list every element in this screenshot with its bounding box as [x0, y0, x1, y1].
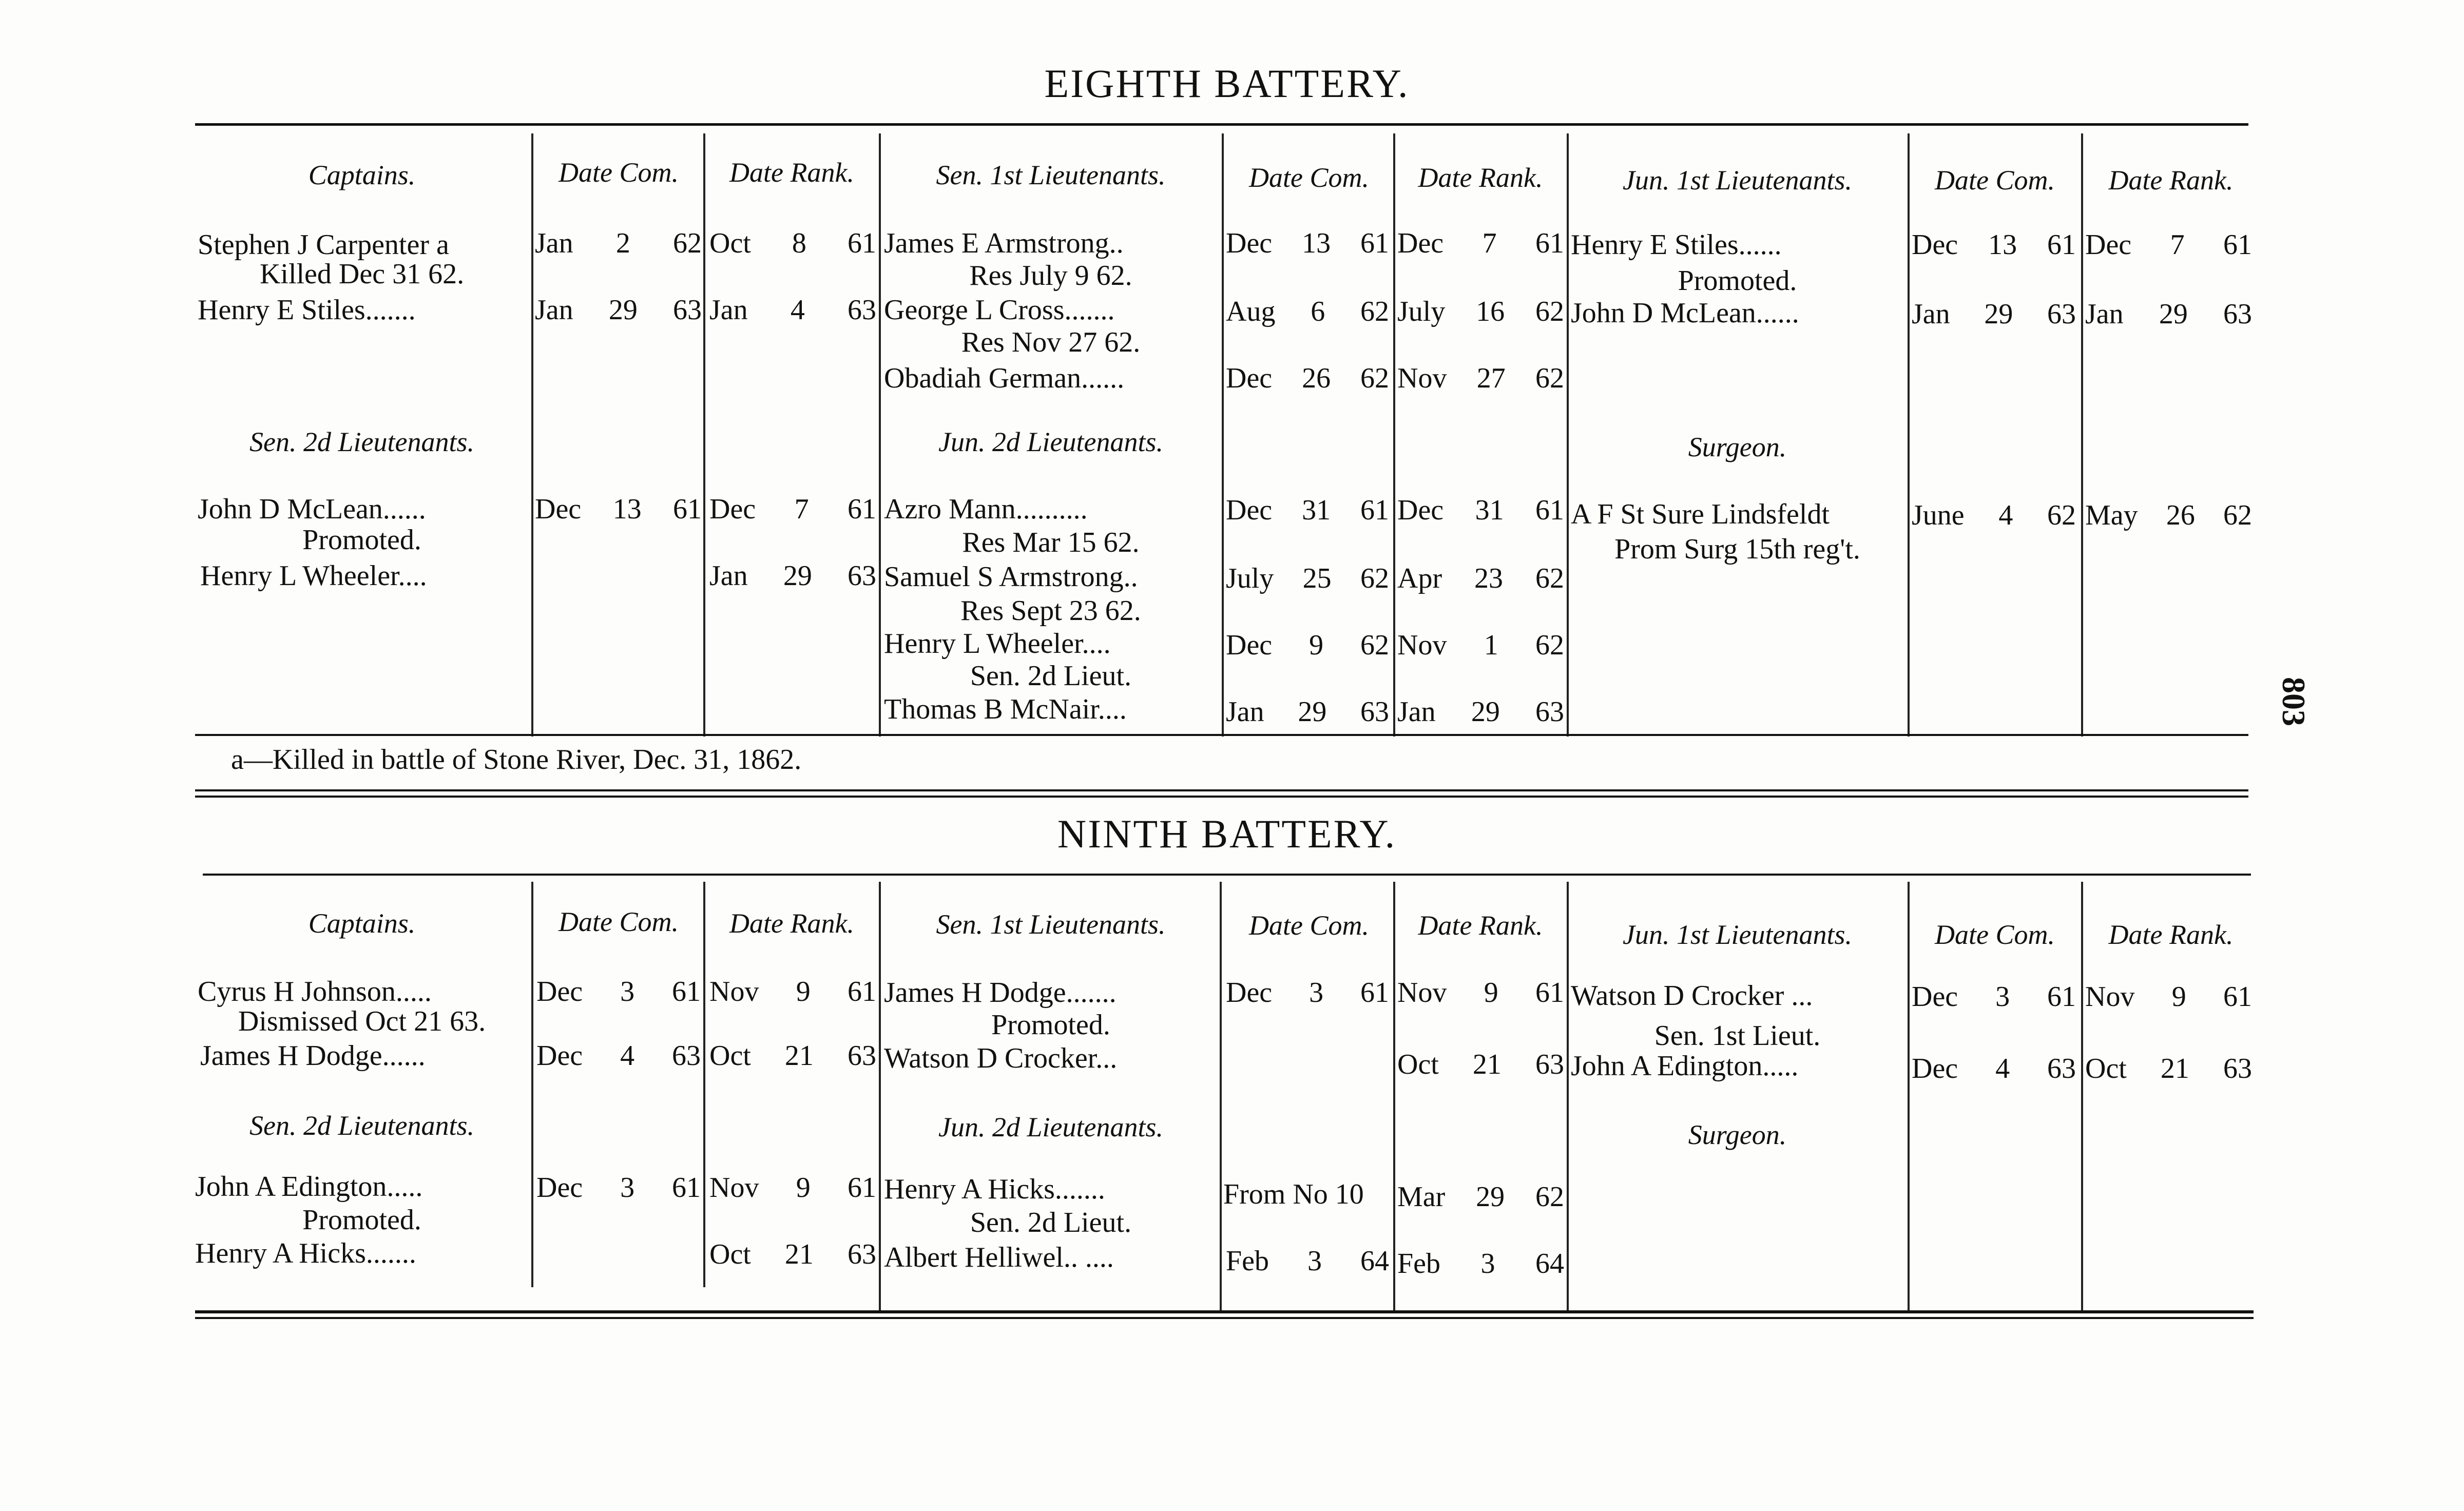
- sen-1st-lieutenant-note: Res July 9 62.: [969, 260, 1132, 292]
- header-surgeon: Surgeon.: [1688, 432, 1787, 462]
- jun-1st-date-com: Dec 4 63: [1912, 1053, 2076, 1084]
- sen-2d-date-rank: Oct 21 63: [709, 1238, 876, 1270]
- sen-1st-lieutenant-name: James H Dodge.......: [884, 977, 1116, 1009]
- jun-2d-lieutenant-note: Sen. 2d Lieut.: [970, 660, 1132, 692]
- header-date-com: Date Com.: [1249, 910, 1369, 941]
- header-date-rank: Date Rank.: [729, 157, 854, 188]
- sen-1st-date-rank: Nov 9 61: [1397, 977, 1564, 1009]
- header-date-com: Date Com.: [559, 157, 679, 188]
- sen-2d-lieutenant-name: Henry A Hicks.......: [195, 1237, 416, 1269]
- jun-1st-date-com: Dec 13 61: [1912, 229, 2076, 261]
- jun-2d-date-com: From No 10: [1223, 1178, 1364, 1210]
- jun-1st-date-rank: Dec 7 61: [2085, 229, 2252, 261]
- jun-1st-date-rank: Oct 21 63: [2085, 1053, 2252, 1084]
- captain-date-com: Jan 29 63: [535, 294, 702, 326]
- captain-date-com: Jan 2 62: [535, 227, 702, 259]
- jun-2d-lieutenant-name: Albert Helliwel.. ....: [884, 1242, 1114, 1273]
- header-sen-2d-lieutenants: Sen. 2d Lieutenants.: [249, 427, 474, 457]
- ninth-col-rule: [531, 882, 533, 1287]
- jun-2d-date-rank: Feb 3 64: [1397, 1248, 1564, 1280]
- captain-note: Dismissed Oct 21 63.: [238, 1005, 486, 1037]
- header-jun-1st-lieutenants: Jun. 1st Lieutenants.: [1623, 165, 1852, 196]
- jun-2d-date-rank: Mar 29 62: [1397, 1181, 1564, 1213]
- eighth-col-rule: [1222, 133, 1224, 737]
- ninth-bottom-rule: [195, 1317, 2254, 1319]
- sen-1st-date-com: Dec 26 62: [1226, 362, 1389, 394]
- header-jun-2d-lieutenants: Jun. 2d Lieutenants.: [938, 427, 1163, 457]
- header-date-com: Date Com.: [559, 906, 679, 937]
- sen-1st-date-com: Dec 3 61: [1226, 977, 1389, 1009]
- sen-2d-lieutenant-name: John D McLean......: [198, 493, 426, 525]
- jun-2d-lieutenant-name: Samuel S Armstrong..: [884, 561, 1138, 593]
- jun-2d-date-rank: Nov 1 62: [1397, 629, 1564, 661]
- header-sen-1st-lieutenants: Sen. 1st Lieutenants.: [936, 909, 1166, 940]
- jun-2d-date-com: Feb 3 64: [1226, 1245, 1389, 1277]
- header-surgeon: Surgeon.: [1688, 1119, 1787, 1150]
- sen-1st-date-rank: Oct 21 63: [1397, 1049, 1564, 1080]
- captain-date-com: Dec 3 61: [536, 976, 701, 1008]
- sen-1st-lieutenant-name: Obadiah German......: [884, 362, 1125, 394]
- jun-1st-lieutenant-name: Henry E Stiles......: [1571, 229, 1782, 261]
- jun-2d-date-com: Jan 29 63: [1226, 696, 1389, 728]
- ninth-top-rule: [203, 874, 2251, 876]
- sen-2d-date-rank: Dec 7 61: [709, 493, 876, 525]
- sen-1st-lieutenant-note: Res Nov 27 62.: [961, 326, 1141, 358]
- jun-2d-date-com: Dec 31 61: [1226, 494, 1389, 526]
- eighth-bottom-rule: [195, 734, 2248, 736]
- header-captains: Captains.: [308, 160, 416, 190]
- header-date-rank: Date Rank.: [729, 908, 854, 939]
- header-jun-1st-lieutenants: Jun. 1st Lieutenants.: [1623, 919, 1852, 950]
- header-sen-2d-lieutenants: Sen. 2d Lieutenants.: [249, 1110, 474, 1141]
- ninth-col-rule: [2081, 882, 2083, 1313]
- jun-1st-date-com: Dec 3 61: [1912, 981, 2076, 1013]
- eighth-end-rule: [195, 789, 2248, 791]
- surgeon-date-com: June 4 62: [1912, 499, 2076, 531]
- eighth-col-rule: [2081, 133, 2083, 737]
- sen-2d-lieutenant-note: Promoted.: [302, 1204, 421, 1236]
- captain-date-rank: Oct 21 63: [709, 1040, 876, 1072]
- jun-1st-date-rank: Nov 9 61: [2085, 981, 2252, 1013]
- sen-1st-date-com: Dec 13 61: [1226, 227, 1389, 259]
- header-sen-1st-lieutenants: Sen. 1st Lieutenants.: [936, 160, 1166, 190]
- eighth-col-rule: [1567, 133, 1569, 737]
- jun-1st-date-com: Jan 29 63: [1912, 298, 2076, 330]
- surgeon-note: Prom Surg 15th reg't.: [1614, 533, 1860, 565]
- page-number: 803: [2276, 677, 2312, 726]
- jun-1st-lieutenant-name: John A Edington.....: [1571, 1050, 1799, 1082]
- header-jun-2d-lieutenants: Jun. 2d Lieutenants.: [938, 1112, 1163, 1142]
- captain-name: Cyrus H Johnson.....: [198, 976, 432, 1008]
- sen-2d-lieutenant-note: Promoted.: [302, 524, 421, 556]
- jun-2d-lieutenant-note: Res Mar 15 62.: [962, 527, 1140, 558]
- header-captains: Captains.: [308, 908, 416, 939]
- captain-date-rank: Oct 8 61: [709, 227, 876, 259]
- jun-1st-lieutenant-note: Sen. 1st Lieut.: [1654, 1020, 1821, 1052]
- ninth-col-rule: [1567, 882, 1569, 1313]
- ninth-battery-title: NINTH BATTERY.: [1057, 811, 1397, 856]
- sen-1st-lieutenant-note: Promoted.: [991, 1009, 1110, 1041]
- ninth-bottom-rule: [195, 1310, 2254, 1313]
- eighth-col-rule: [1908, 133, 1910, 737]
- jun-2d-lieutenant-name: Henry A Hicks.......: [884, 1173, 1105, 1205]
- jun-1st-date-rank: Jan 29 63: [2085, 298, 2252, 330]
- eighth-col-rule: [703, 133, 705, 737]
- eighth-col-rule: [531, 133, 533, 737]
- header-date-rank: Date Rank.: [1418, 910, 1543, 941]
- sen-1st-date-com: Aug 6 62: [1226, 296, 1389, 327]
- surgeon-name: A F St Sure Lindsfeldt: [1571, 498, 1830, 530]
- header-date-rank: Date Rank.: [2108, 919, 2234, 950]
- header-date-com: Date Com.: [1935, 165, 2055, 196]
- jun-2d-date-com: July 25 62: [1226, 563, 1389, 594]
- jun-2d-date-rank: Dec 31 61: [1397, 494, 1564, 526]
- header-date-com: Date Com.: [1935, 919, 2055, 950]
- captain-note: Killed Dec 31 62.: [259, 258, 465, 290]
- eighth-end-rule: [195, 796, 2248, 798]
- sen-2d-date-com: Dec 3 61: [536, 1172, 701, 1204]
- jun-1st-lieutenant-note: Promoted.: [1678, 265, 1797, 297]
- jun-2d-date-rank: Jan 29 63: [1397, 696, 1564, 728]
- ninth-col-rule: [1393, 882, 1395, 1313]
- jun-2d-lieutenant-note: Sen. 2d Lieut.: [970, 1207, 1132, 1238]
- jun-1st-lieutenant-name: John D McLean......: [1571, 297, 1799, 329]
- ninth-col-rule: [879, 882, 881, 1313]
- captain-name: Henry E Stiles.......: [198, 294, 416, 326]
- captain-name: Stephen J Carpenter a: [198, 229, 449, 261]
- sen-1st-date-rank: July 16 62: [1397, 296, 1564, 327]
- sen-1st-lieutenant-name: James E Armstrong..: [884, 227, 1124, 259]
- jun-2d-lieutenant-name: Henry L Wheeler....: [884, 628, 1111, 660]
- jun-1st-lieutenant-name: Watson D Crocker ...: [1571, 980, 1813, 1012]
- header-date-rank: Date Rank.: [2108, 165, 2234, 196]
- sen-1st-date-rank: Nov 27 62: [1397, 362, 1564, 394]
- ninth-col-rule: [1220, 882, 1222, 1313]
- eighth-battery-title: EIGHTH BATTERY.: [1044, 61, 1410, 106]
- sen-1st-date-rank: Dec 7 61: [1397, 227, 1564, 259]
- sen-1st-lieutenant-name: George L Cross.......: [884, 294, 1115, 326]
- eighth-col-rule: [1393, 133, 1395, 737]
- captain-name: James H Dodge......: [200, 1040, 426, 1072]
- jun-2d-date-com: Dec 9 62: [1226, 629, 1389, 661]
- eighth-footnote: a—Killed in battle of Stone River, Dec. 31, 1862.: [231, 744, 802, 776]
- jun-2d-lieutenant-name: Thomas B McNair....: [884, 693, 1127, 725]
- jun-2d-lieutenant-name: Azro Mann..........: [884, 493, 1088, 525]
- eighth-top-rule: [195, 123, 2248, 126]
- header-date-com: Date Com.: [1249, 162, 1369, 193]
- sen-2d-date-rank: Nov 9 61: [709, 1172, 876, 1204]
- surgeon-date-rank: May 26 62: [2085, 499, 2252, 531]
- sen-2d-lieutenant-name: John A Edington.....: [195, 1171, 423, 1203]
- captain-date-rank: Nov 9 61: [709, 976, 876, 1008]
- captain-date-com: Dec 4 63: [536, 1040, 701, 1072]
- sen-2d-lieutenant-name: Henry L Wheeler....: [200, 560, 427, 592]
- jun-2d-lieutenant-note: Res Sept 23 62.: [960, 595, 1141, 627]
- sen-2d-date-com: Dec 13 61: [535, 493, 702, 525]
- jun-2d-date-rank: Apr 23 62: [1397, 563, 1564, 594]
- captain-date-rank: Jan 4 63: [709, 294, 876, 326]
- sen-1st-lieutenant-name: Watson D Crocker...: [884, 1042, 1118, 1074]
- header-date-rank: Date Rank.: [1418, 162, 1543, 193]
- sen-2d-date-rank: Jan 29 63: [709, 560, 876, 592]
- eighth-col-rule: [879, 133, 881, 737]
- ninth-col-rule: [703, 882, 705, 1287]
- ninth-col-rule: [1908, 882, 1910, 1313]
